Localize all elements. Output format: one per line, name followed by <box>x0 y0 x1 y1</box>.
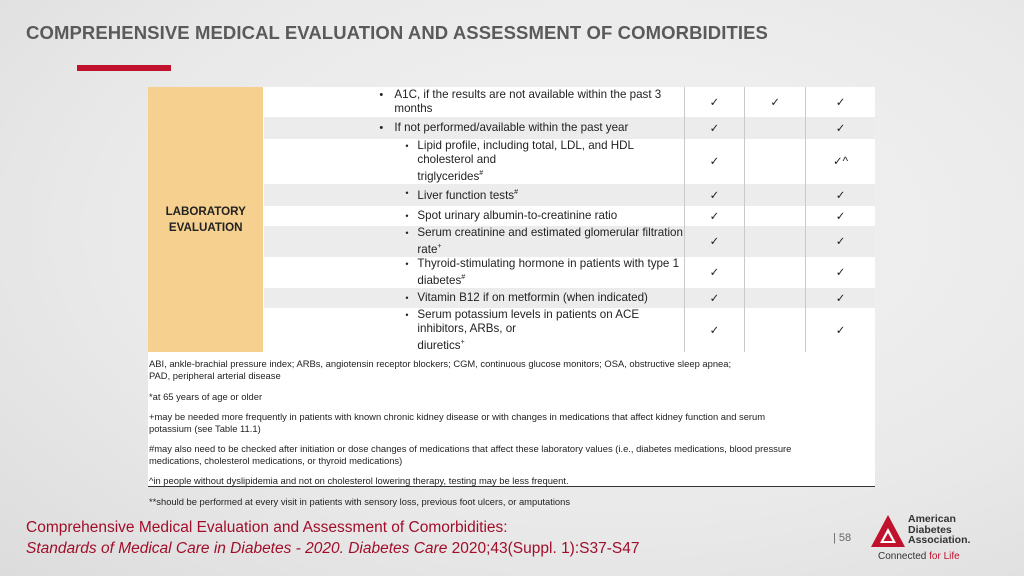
citation-line-2 <box>26 538 639 559</box>
footnote-line: ^in people without dyslipidemia and not on cholesterol lowering therapy, testing may be less frequent. <box>149 475 569 487</box>
footnote-line: *at 65 years of age or older <box>149 390 263 402</box>
check-cell-3: ✓ <box>806 117 875 139</box>
footnote-line: #may also need to be checked after initiation or dose changes of medications that affect these laboratory values (i.e., diabetes medications, blood pressure <box>149 443 792 455</box>
footnote-line: medications, cholesterol medications, or thyroid medications) <box>149 454 403 466</box>
table-row <box>148 87 875 117</box>
row-item-text <box>417 257 683 288</box>
row-item-text <box>417 308 683 336</box>
row-item-text-line: Lipid profile, including total, LDL, and HDL cholesterol and <box>417 139 634 166</box>
citation-volume: 2020;43(Suppl. 1):S37-S47 <box>447 540 640 557</box>
check-cell-2 <box>745 288 806 308</box>
bullet-icon: • <box>379 122 384 134</box>
row-item <box>264 308 683 353</box>
footnote <box>149 443 873 466</box>
row-item-cell <box>264 184 684 206</box>
row-item-text <box>394 88 683 116</box>
row-item <box>264 291 683 305</box>
check-cell-1: ✓ <box>684 288 745 308</box>
bullet-icon: • <box>405 141 409 151</box>
citation <box>26 517 639 559</box>
citation-line-1: Comprehensive Medical Evaluation and Assessment of Comorbidities: <box>26 519 508 536</box>
ada-tagline-a: Connected <box>878 551 930 562</box>
footnote-rule <box>148 486 875 487</box>
section-label-line: EVALUATION <box>168 220 243 234</box>
row-item-text-line: Liver function tests <box>417 189 515 203</box>
row-item-cell <box>264 206 684 226</box>
bullet-icon: • <box>405 210 409 221</box>
footnote-line: ABI, ankle-brachial pressure index; ARBs, angiotensin receptor blockers; CGM, continuous glucose monitors; OSA, obstructive sleep apnea; <box>149 358 732 370</box>
row-item-text-line: Vitamin B12 if on metformin (when indicated) <box>417 290 648 304</box>
check-cell-1: ✓ <box>684 117 745 139</box>
check-cell-3: ✓ <box>806 257 875 288</box>
check-cell-2 <box>745 308 806 353</box>
ada-triangle-icon <box>870 514 906 548</box>
check-cell-3: ✓ <box>806 226 875 257</box>
bullet-icon: • <box>379 89 384 101</box>
row-item-text-line: Spot urinary albumin-to-creatinine ratio <box>417 208 618 222</box>
check-cell-1: ✓ <box>684 257 745 288</box>
bullet-icon: • <box>405 227 409 238</box>
footnote-marker: # <box>514 189 518 197</box>
footnote-marker: + <box>437 242 442 250</box>
row-item <box>264 186 683 203</box>
row-item-text <box>417 167 683 184</box>
row-item-text <box>417 336 683 353</box>
footnote-marker: + <box>460 338 465 346</box>
row-item <box>264 257 683 288</box>
section-label-laboratory-evaluation <box>148 87 264 352</box>
row-item <box>264 209 683 223</box>
check-cell-1: ✓ <box>684 184 745 206</box>
check-cell-1: ✓ <box>684 139 745 184</box>
check-cell-3: ✓ <box>806 206 875 226</box>
ada-tagline-b: for Life <box>929 551 960 562</box>
ada-wordmark <box>908 514 970 546</box>
check-cell-2 <box>745 206 806 226</box>
footnote-line: PAD, peripheral arterial disease <box>149 369 281 381</box>
check-cell-2 <box>745 226 806 257</box>
row-item-cell <box>264 288 684 308</box>
lab-evaluation-table-panel <box>148 87 875 508</box>
check-cell-1: ✓ <box>684 226 745 257</box>
row-item-text <box>417 209 683 223</box>
footnote <box>149 391 873 402</box>
check-cell-2 <box>745 184 806 206</box>
row-item-cell <box>264 257 684 288</box>
row-item-cell <box>264 139 684 184</box>
row-item-text-line: Serum potassium levels in patients on ACE inhibitors, ARBs, or <box>417 307 640 335</box>
check-cell-1: ✓ <box>684 206 745 226</box>
check-cell-2 <box>745 117 806 139</box>
row-item-cell <box>264 87 684 117</box>
ada-wordmark-line: Diabetes <box>908 523 952 536</box>
slide-title: COMPREHENSIVE MEDICAL EVALUATION AND ASSESSMENT OF COMORBIDITIES <box>26 22 768 43</box>
row-item-text-line: If not performed/available within the past year <box>394 121 629 134</box>
row-item <box>264 139 683 184</box>
footnote <box>149 411 873 434</box>
title-accent-bar <box>77 65 171 71</box>
check-cell-2: ✓ <box>745 87 806 117</box>
bullet-icon: • <box>405 258 409 269</box>
row-item-text-line: Serum creatinine and estimated glomerular filtration rate <box>417 225 683 256</box>
footnote <box>149 358 873 381</box>
check-cell-2 <box>745 257 806 288</box>
section-label-line: LABORATORY <box>165 204 246 218</box>
row-item-text-line: A1C, if the results are not available within the past 3 months <box>394 88 662 115</box>
check-cell-1: ✓ <box>684 308 745 353</box>
row-item-cell <box>264 308 684 353</box>
ada-logo <box>870 512 1000 562</box>
footnote-marker: # <box>461 273 466 281</box>
citation-journal: Standards of Medical Care in Diabetes - 2020. Diabetes Care <box>26 540 448 557</box>
footnote-line: +may be needed more frequently in patients with known chronic kidney disease or with changes in medications that affect kidney function and serum <box>149 411 766 423</box>
row-item-text <box>417 186 683 203</box>
row-item-cell <box>264 117 684 139</box>
footnote <box>149 496 873 507</box>
row-item-cell <box>264 226 684 257</box>
row-item-text-line: triglycerides <box>417 169 480 183</box>
ada-wordmark-line: Association. <box>908 534 971 546</box>
row-item-text <box>417 226 683 257</box>
ada-tagline <box>878 551 960 562</box>
check-cell-1: ✓ <box>684 87 745 117</box>
row-item <box>264 121 683 135</box>
row-item-text <box>417 139 683 167</box>
check-cell-3: ✓^ <box>806 139 875 184</box>
row-item <box>264 226 683 257</box>
footnote-line: **should be performed at every visit in patients with sensory loss, previous foot ulcers, or amputations <box>149 496 571 508</box>
footnote-line: potassium (see Table 11.1) <box>149 422 261 434</box>
bullet-icon: • <box>405 292 409 303</box>
row-item-text <box>394 121 683 135</box>
check-cell-2 <box>745 139 806 184</box>
bullet-icon: • <box>405 309 409 320</box>
row-item-text-line: diuretics <box>417 338 461 352</box>
check-cell-3: ✓ <box>806 288 875 308</box>
footnotes <box>148 352 875 507</box>
row-item-text-line: Thyroid-stimulating hormone in patients with type 1 diabetes <box>417 256 680 287</box>
check-cell-3: ✓ <box>806 184 875 206</box>
check-cell-3: ✓ <box>806 87 875 117</box>
footnote-marker: # <box>479 170 484 177</box>
ada-wordmark-line: American <box>908 513 956 525</box>
row-item <box>264 88 683 116</box>
page-number: | 58 <box>833 532 852 544</box>
lab-evaluation-table <box>148 87 875 352</box>
check-cell-3: ✓ <box>806 308 875 353</box>
row-item-text <box>417 291 683 305</box>
bullet-icon: • <box>405 188 409 199</box>
